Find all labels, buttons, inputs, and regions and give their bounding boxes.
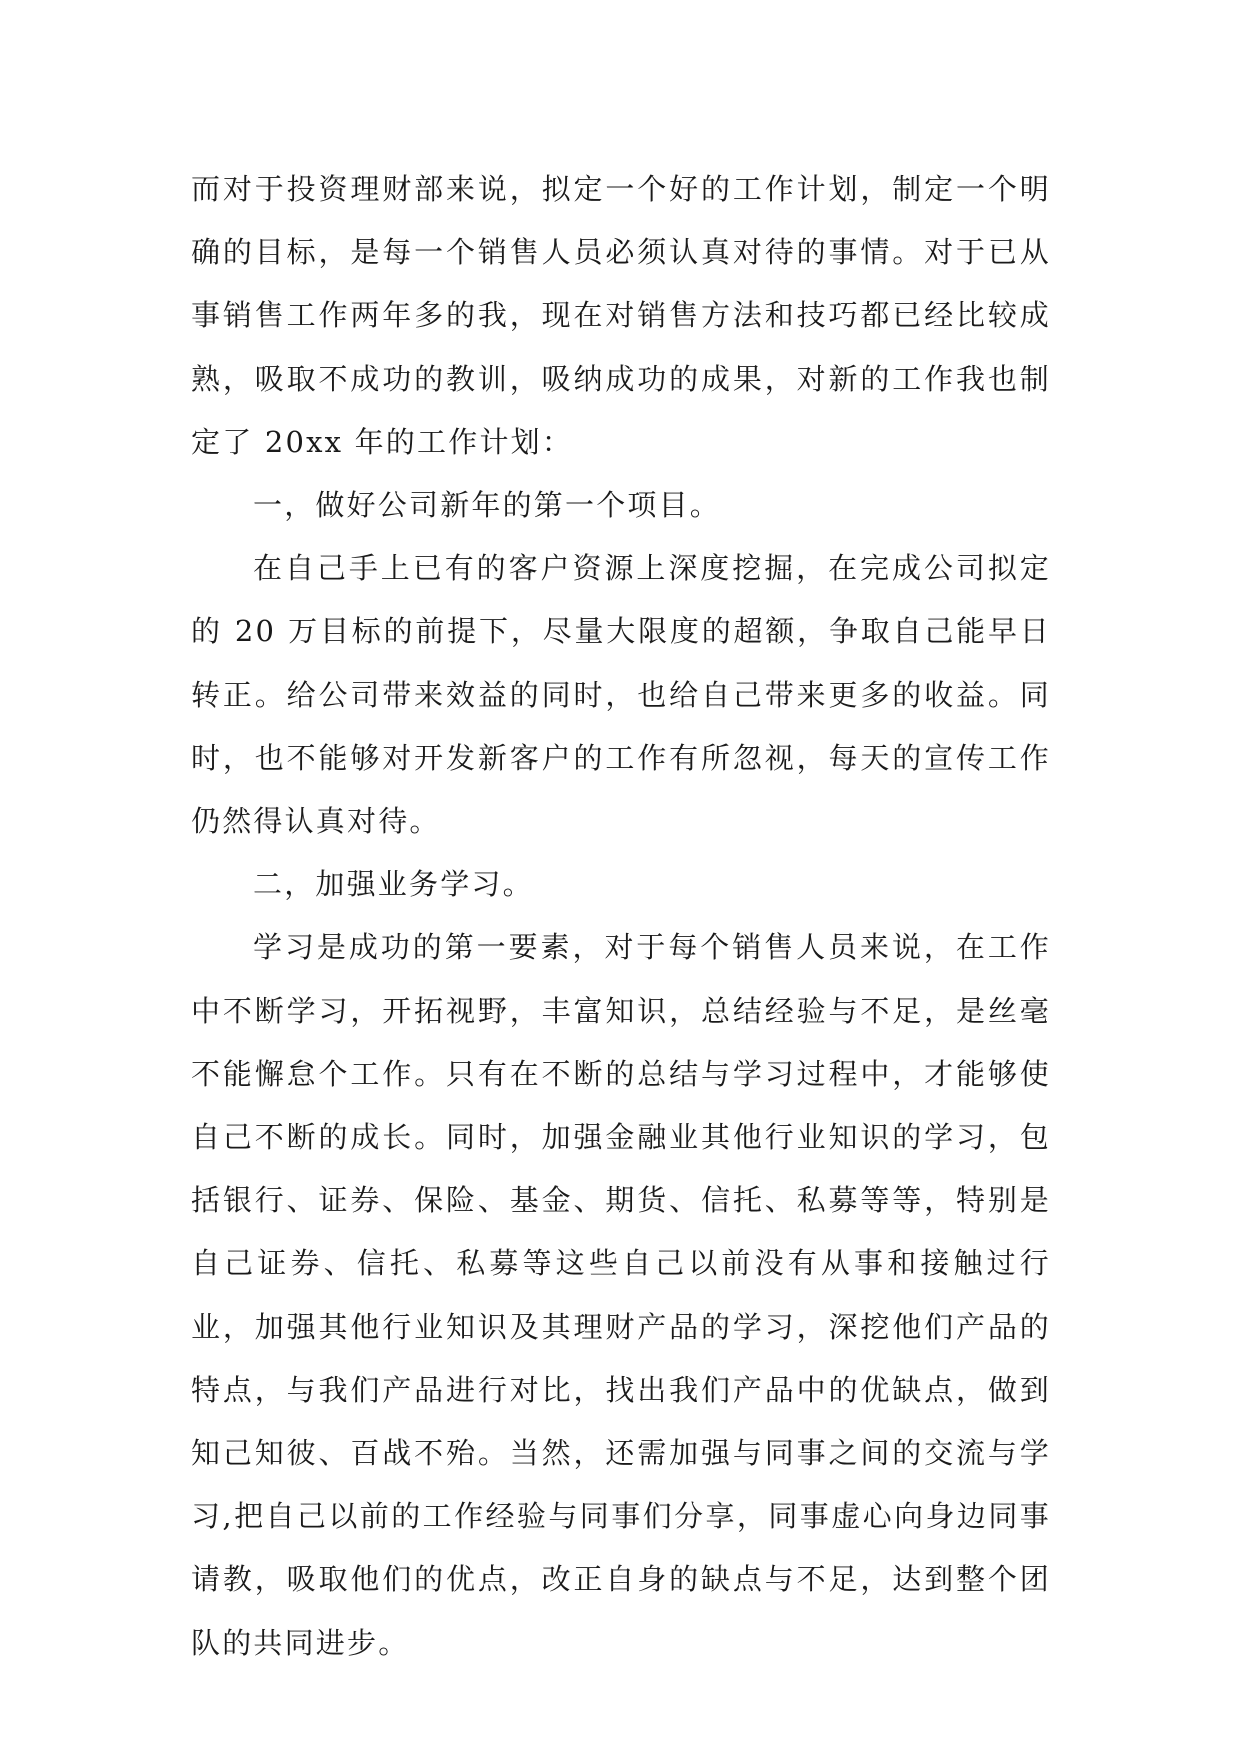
document-body <box>191 158 1051 1675</box>
paragraph-item-2: 学习是成功的第一要素，对于每个销售人员来说，在工作中不断学习，开拓视野，丰富知识，总结经验与不足，是丝毫不能懈怠个工作。只有在不断的总结与学习过程中，才能够使自己不断的成长。同时，加强金融业其他行业知识的学习，包括银行、证券、保险、基金、期货、信托、私募等等，特别是自己证券、信托、私募等这些自己以前没有从事和接触过行业，加强其他行业知识及其理财产品的学习，深挖他们产品的特点，与我们产品进行对比，找出我们产品中的优缺点，做到知己知彼、百战不殆。当然，还需加强与同事之间的交流与学习,把自己以前的工作经验与同事们分享，同事虚心向身边同事请教，吸取他们的优点，改正自身的缺点与不足，达到整个团队的共同进步。 <box>191 930 1051 1660</box>
heading-item-1: 一，做好公司新年的第一个项目。 <box>253 488 722 523</box>
paragraph-item-1: 在自己手上已有的客户资源上深度挖掘，在完成公司拟定的 20 万目标的前提下，尽量大限度的超额，争取自己能早日转正。给公司带来效益的同时，也给自己带来更多的收益。同时，也不能够对开发新客户的工作有所忽视，每天的宣传工作仍然得认真对待。 <box>191 551 1051 839</box>
paragraph-intro: 而对于投资理财部来说，拟定一个好的工作计划，制定一个明确的目标，是每一个销售人员必须认真对待的事情。对于已从事销售工作两年多的我，现在对销售方法和技巧都已经比较成熟，吸取不成功的教训，吸纳成功的成果，对新的工作我也制定了 20xx 年的工作计划： <box>191 172 1051 459</box>
heading-item-2: 二，加强业务学习。 <box>253 867 534 902</box>
